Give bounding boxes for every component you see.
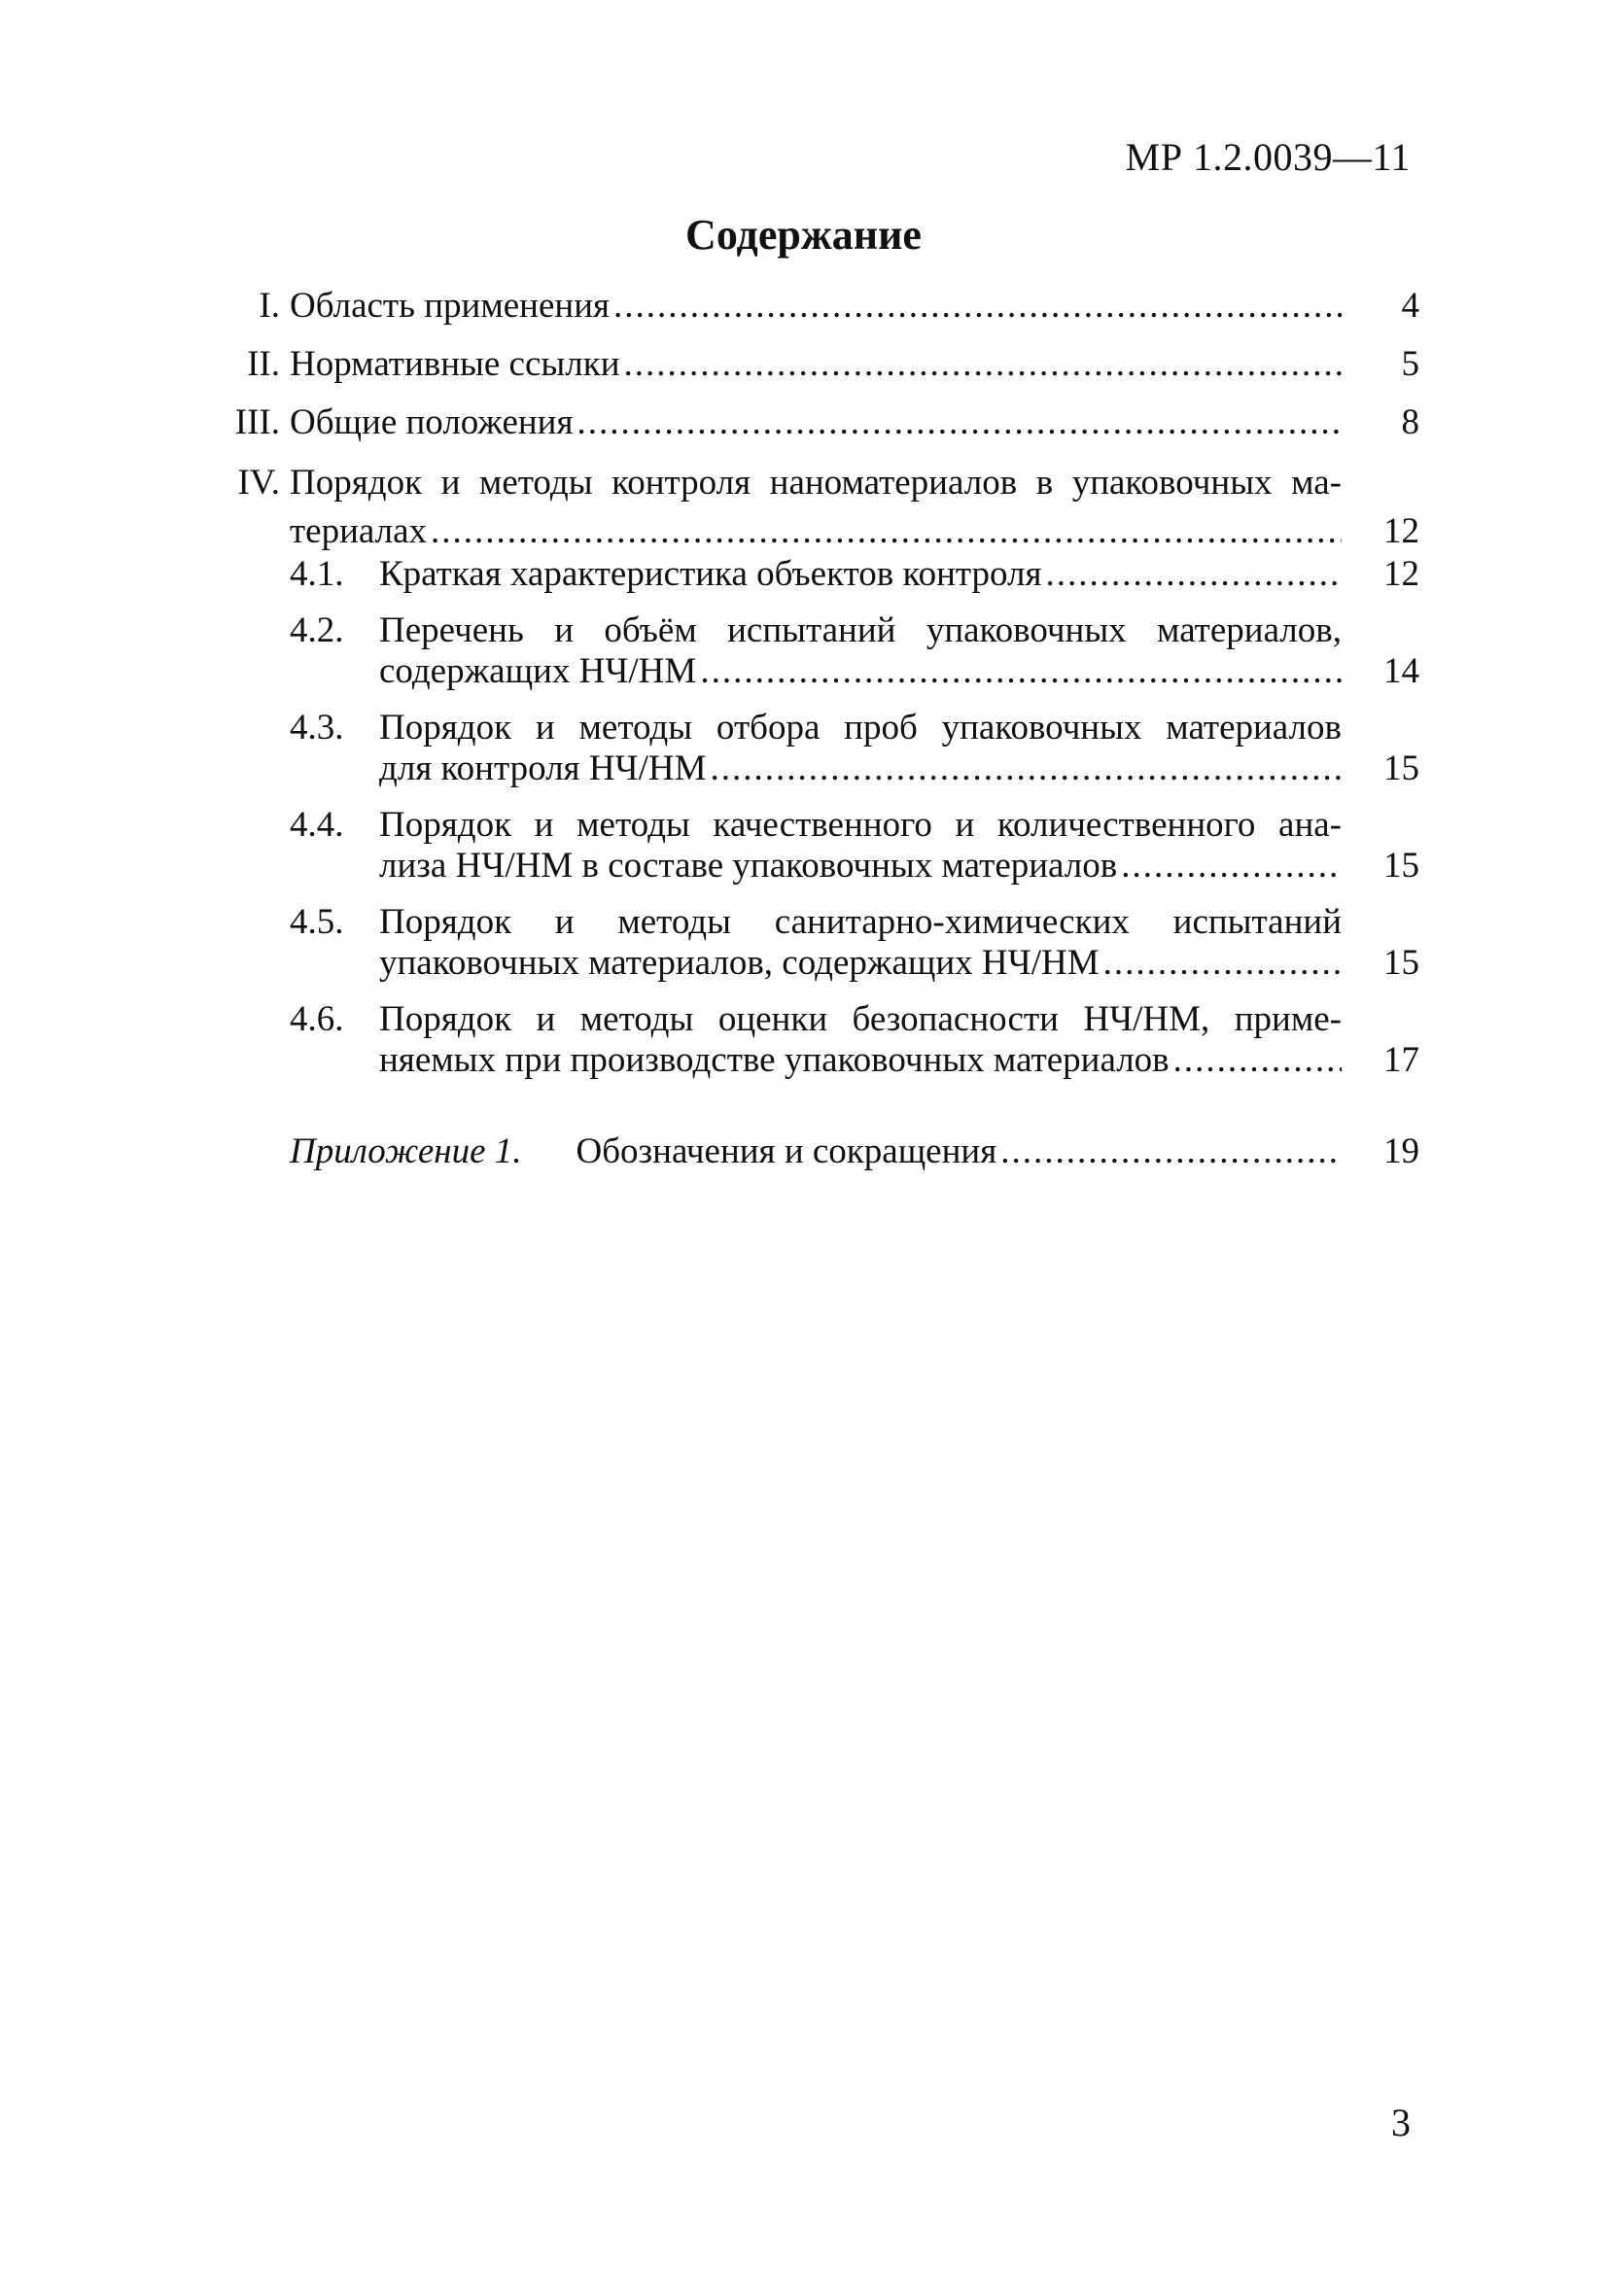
toc-entry-title: Краткая характеристика объектов контроля: [379, 554, 1042, 594]
page-title: Содержание: [685, 211, 922, 259]
toc-entry-title: Нормативные ссылки: [290, 344, 620, 384]
leader-dots: [711, 745, 1343, 793]
toc-entry-page: 14: [1383, 651, 1419, 691]
toc-entry-title-line-1: Порядок и методы санитарно-химических испытаний: [379, 902, 1342, 942]
leader-dots: [1173, 1036, 1342, 1085]
toc-entry-title: Область применения: [290, 286, 611, 326]
toc-subentry-4-3[interactable]: [204, 704, 1419, 801]
leader-dots: [576, 399, 1342, 447]
toc-entry-page: 5: [1401, 344, 1419, 384]
toc-subentry-4-4[interactable]: [204, 801, 1419, 898]
toc-entry-2[interactable]: [204, 340, 1419, 389]
leader-dots: [1046, 550, 1342, 599]
toc-entry-title-line-2: териалах: [290, 511, 428, 551]
toc-entry-number: I.: [259, 286, 280, 326]
toc-entry-3[interactable]: [204, 399, 1419, 447]
toc-entry-page: 15: [1383, 943, 1419, 983]
toc-entry-number: 4.1.: [290, 554, 344, 594]
toc-entry-page: 17: [1383, 1040, 1419, 1080]
toc-entry-number: III.: [234, 402, 280, 442]
toc-subentry-4-2[interactable]: [204, 607, 1419, 704]
leader-dots: [624, 340, 1342, 389]
toc-entry-number: 4.5.: [290, 902, 344, 942]
toc-entry-page: 8: [1401, 402, 1419, 442]
toc-subentry-4-6[interactable]: [204, 995, 1419, 1093]
toc-entry-title-line-2: лиза НЧ/НМ в составе упаковочных материалов: [379, 846, 1118, 886]
toc-entry-page: 4: [1401, 286, 1419, 326]
leader-dots: [1103, 939, 1342, 988]
toc-entry-4[interactable]: [204, 459, 1419, 556]
toc-entry-title-line-1: Перечень и объём испытаний упаковочных материалов,: [379, 610, 1342, 650]
toc-entry-title-line-1: Порядок и методы контроля наноматериалов в упаковочных ма-: [290, 463, 1342, 503]
toc-entry-title-line-1: Порядок и методы качественного и количественного ана-: [379, 805, 1342, 845]
toc-entry-number: 4.6.: [290, 999, 344, 1039]
toc-entry-page: 12: [1383, 511, 1419, 551]
toc-entry-title-line-2: содержащих НЧ/НМ: [379, 651, 697, 691]
toc-entry-title-line-1: Порядок и методы отбора проб упаковочных материалов: [379, 708, 1342, 748]
toc-entry-number: IV.: [237, 463, 280, 503]
toc-entry-number: 4.2.: [290, 610, 344, 650]
toc-entry-page: 19: [1383, 1131, 1419, 1171]
toc-entry-title-line-2: упаковочных материалов, содержащих НЧ/НМ: [379, 943, 1100, 983]
toc-entry-page: 12: [1383, 554, 1419, 594]
toc-subentry-4-1[interactable]: [204, 550, 1419, 599]
leader-dots: [700, 647, 1342, 696]
toc-entry-number: II.: [247, 344, 280, 384]
toc-entry-title-line-2: для контроля НЧ/НМ: [379, 748, 707, 788]
leader-dots: [431, 507, 1342, 556]
toc-subentry-4-5[interactable]: [204, 898, 1419, 995]
toc-entry-title: Общие положения: [290, 402, 574, 442]
document-code: МР 1.2.0039—11: [1125, 135, 1411, 179]
toc-entry-1[interactable]: [204, 282, 1419, 330]
toc-entry-number: 4.4.: [290, 805, 344, 845]
toc-entry-title: Обозначения и сокращения: [576, 1131, 997, 1171]
toc-entry-title-line-2: няемых при производстве упаковочных материалов: [379, 1040, 1170, 1080]
toc-entry-title-line-1: Порядок и методы оценки безопасности НЧ/НМ, приме-: [379, 999, 1342, 1039]
toc-entry-page: 15: [1383, 748, 1419, 788]
leader-dots: [1000, 1128, 1342, 1176]
toc-entry-number: 4.3.: [290, 708, 344, 748]
leader-dots: [1121, 842, 1342, 890]
appendix-label: Приложение 1.: [290, 1131, 522, 1171]
toc-entry-page: 15: [1383, 846, 1419, 886]
toc-appendix-1[interactable]: [204, 1128, 1419, 1176]
page-number: 3: [1391, 2101, 1411, 2144]
leader-dots: [613, 282, 1342, 330]
